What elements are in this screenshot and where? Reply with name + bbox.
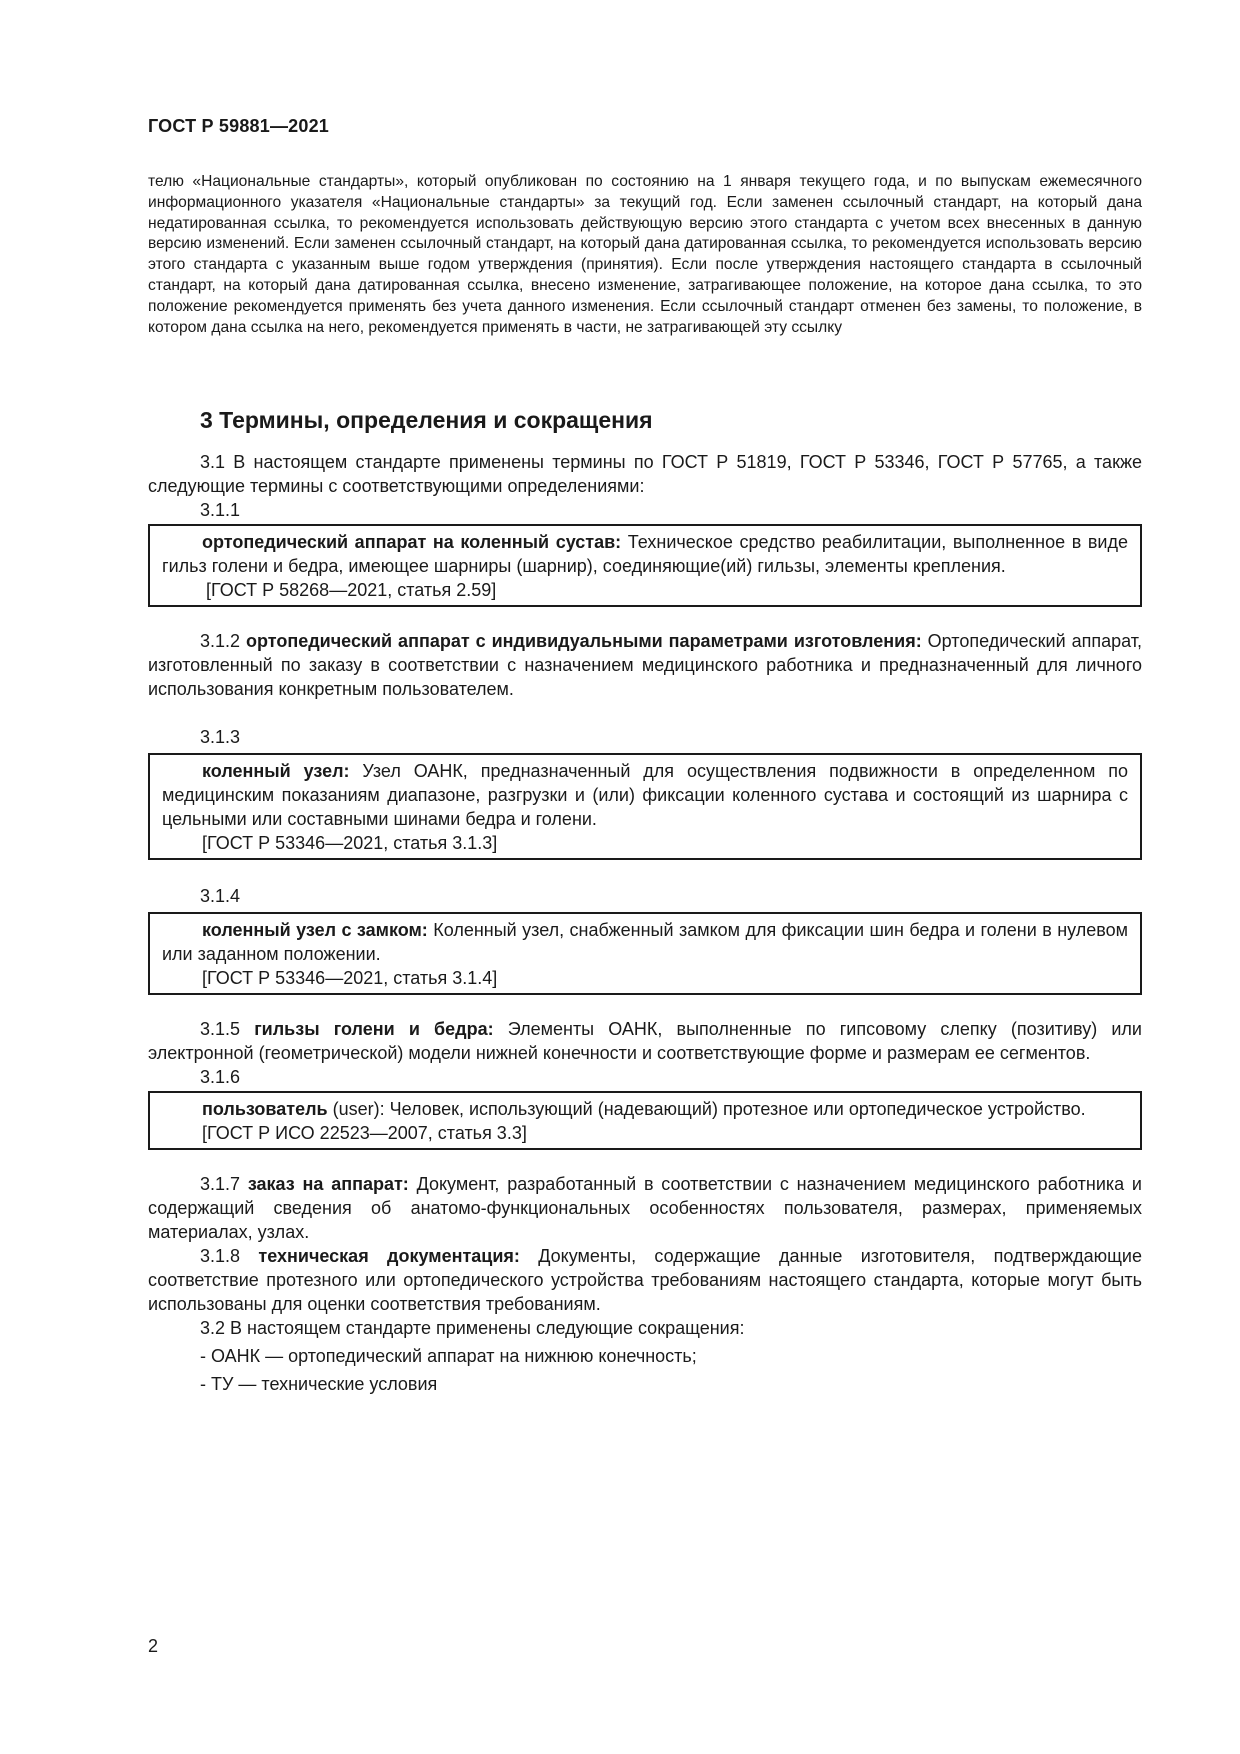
term-box-3-1-3 bbox=[148, 753, 1142, 860]
paragraph-3-1: 3.1 В настоящем стандарте применены термины по ГОСТ Р 51819, ГОСТ Р 53346, ГОСТ Р 57765, а также следующие термины с соответствующими определениями: bbox=[148, 452, 1142, 496]
term-number-3-1-1: 3.1.1 bbox=[200, 500, 241, 520]
term-number: 3.1.2 bbox=[200, 631, 247, 651]
term-source: [ГОСТ Р 58268—2021, статья 2.59] bbox=[206, 580, 497, 600]
term-number: 3.1.8 bbox=[200, 1246, 259, 1266]
term-name: пользователь bbox=[202, 1099, 328, 1119]
paragraph-3-2: 3.2 В настоящем стандарте применены следующие сокращения: bbox=[200, 1318, 745, 1338]
term-text: Элементы ОАНК, выполненные по гипсовому слепку (позитиву) или электронной (геометрической) модели нижней конечности и соответствующие форме и размерам ее сегментов. bbox=[148, 1019, 1142, 1063]
term-text: Узел ОАНК, предназначенный для осуществления подвижности в определенном по медицинским показаниям диапазоне, разгрузки и (или) фиксации коленного сустава и состоящий из шарнира с цельными или составными шинами бедра и голени. bbox=[162, 761, 1128, 829]
term-text: Документы, содержащие данные изготовителя, подтверждающие соответствие протезного или ортопедического устройства требованиям настоящего стандарта, которые могут быть использованы для оценки соответствия требованиям. bbox=[148, 1246, 1143, 1314]
term-text: Документ, разработанный в соответствии с назначением медицинского работника и содержащий сведения об анатомо-функциональных особенностях пользователя, размерах, применяемых материалах, узлах. bbox=[148, 1174, 1142, 1242]
term-definition-3-1-8 bbox=[148, 1244, 1142, 1316]
term-box-3-1-4 bbox=[148, 912, 1142, 995]
term-text: (user): Человек, использующий (надевающий) протезное или ортопедическое устройство. bbox=[327, 1099, 1086, 1119]
term-name: коленный узел с замком: bbox=[202, 920, 428, 940]
term-definition-3-1-7 bbox=[148, 1172, 1142, 1244]
term-source: [ГОСТ Р 53346—2021, статья 3.1.4] bbox=[202, 968, 498, 988]
term-name: гильзы голени и бедра: bbox=[254, 1019, 494, 1039]
term-number: 3.1.5 bbox=[200, 1019, 255, 1039]
term-definition-3-1-5 bbox=[148, 1017, 1142, 1065]
term-definition-3-1-4 bbox=[162, 918, 1128, 966]
term-number-3-1-3: 3.1.3 bbox=[200, 727, 241, 747]
term-number-3-1-4: 3.1.4 bbox=[200, 886, 241, 906]
term-text: Ортопедический аппарат, изготовленный по заказу в соответствии с назначением медицинского работника и предназначенный для личного использования конкретным пользователем. bbox=[148, 631, 1142, 699]
term-text: Техническое средство реабилитации, выполненное в виде гильз голени и бедра, имеющее шарниры (шарнир), соединяющие(ий) гильзы, элементы крепления. bbox=[162, 532, 1128, 576]
term-definition-3-1-6 bbox=[162, 1097, 1128, 1121]
term-source: [ГОСТ Р 53346—2021, статья 3.1.3] bbox=[202, 833, 498, 853]
intro-paragraph: телю «Национальные стандарты», который опубликован по состоянию на 1 января текущего года, и по выпускам ежемесячного информационного указателя «Национальные стандарты» за текущий год. Если заменен ссылочный стандарт, на который дана недатированная ссылка, то рекомендуется использовать действующую версию этого стандарта с учетом всех внесенных в данную версию изменений. Если заменен ссылочный стандарт, на который дана датированная ссылка, то рекомендуется использовать версию этого стандарта с указанным выше годом утверждения (принятия). Если после утверждения настоящего стандарта в ссылочный стандарт, на который дана датированная ссылка, внесено изменение, затрагивающее положение, на которое дана ссылка, то это положение рекомендуется применять без учета данного изменения. Если ссылочный стандарт отменен без замены, то положение, в котором дана ссылка на него, рекомендуется применять в части, не затрагивающей эту ссылку bbox=[148, 173, 1142, 336]
abbreviation-item: - ОАНК — ортопедический аппарат на нижнюю конечность; bbox=[200, 1346, 697, 1366]
term-name: ортопедический аппарат на коленный сустав: bbox=[202, 532, 622, 552]
section-title: 3 Термины, определения и сокращения bbox=[200, 407, 653, 433]
term-number: 3.1.7 bbox=[200, 1174, 248, 1194]
term-name: заказ на аппарат: bbox=[247, 1174, 409, 1194]
term-number-3-1-6: 3.1.6 bbox=[200, 1067, 241, 1087]
term-definition-3-1-3 bbox=[162, 759, 1128, 831]
term-source: [ГОСТ Р ИСО 22523—2007, статья 3.3] bbox=[202, 1123, 527, 1143]
term-definition-3-1-1 bbox=[162, 530, 1128, 578]
main-content bbox=[148, 406, 1142, 1396]
term-name: техническая документация: bbox=[258, 1246, 520, 1266]
term-name: коленный узел: bbox=[202, 761, 350, 781]
term-name: ортопедический аппарат с индивидуальными параметрами изготовления: bbox=[246, 631, 922, 651]
document-header: ГОСТ Р 59881—2021 bbox=[148, 116, 330, 136]
term-definition-3-1-2 bbox=[148, 629, 1142, 701]
term-box-3-1-1 bbox=[148, 524, 1142, 607]
term-text: Коленный узел, снабженный замком для фиксации шин бедра и голени в нулевом или заданном положении. bbox=[162, 920, 1128, 964]
page-number: 2 bbox=[148, 1636, 159, 1656]
abbreviation-item: - ТУ — технические условия bbox=[200, 1374, 438, 1394]
term-box-3-1-6 bbox=[148, 1091, 1142, 1150]
